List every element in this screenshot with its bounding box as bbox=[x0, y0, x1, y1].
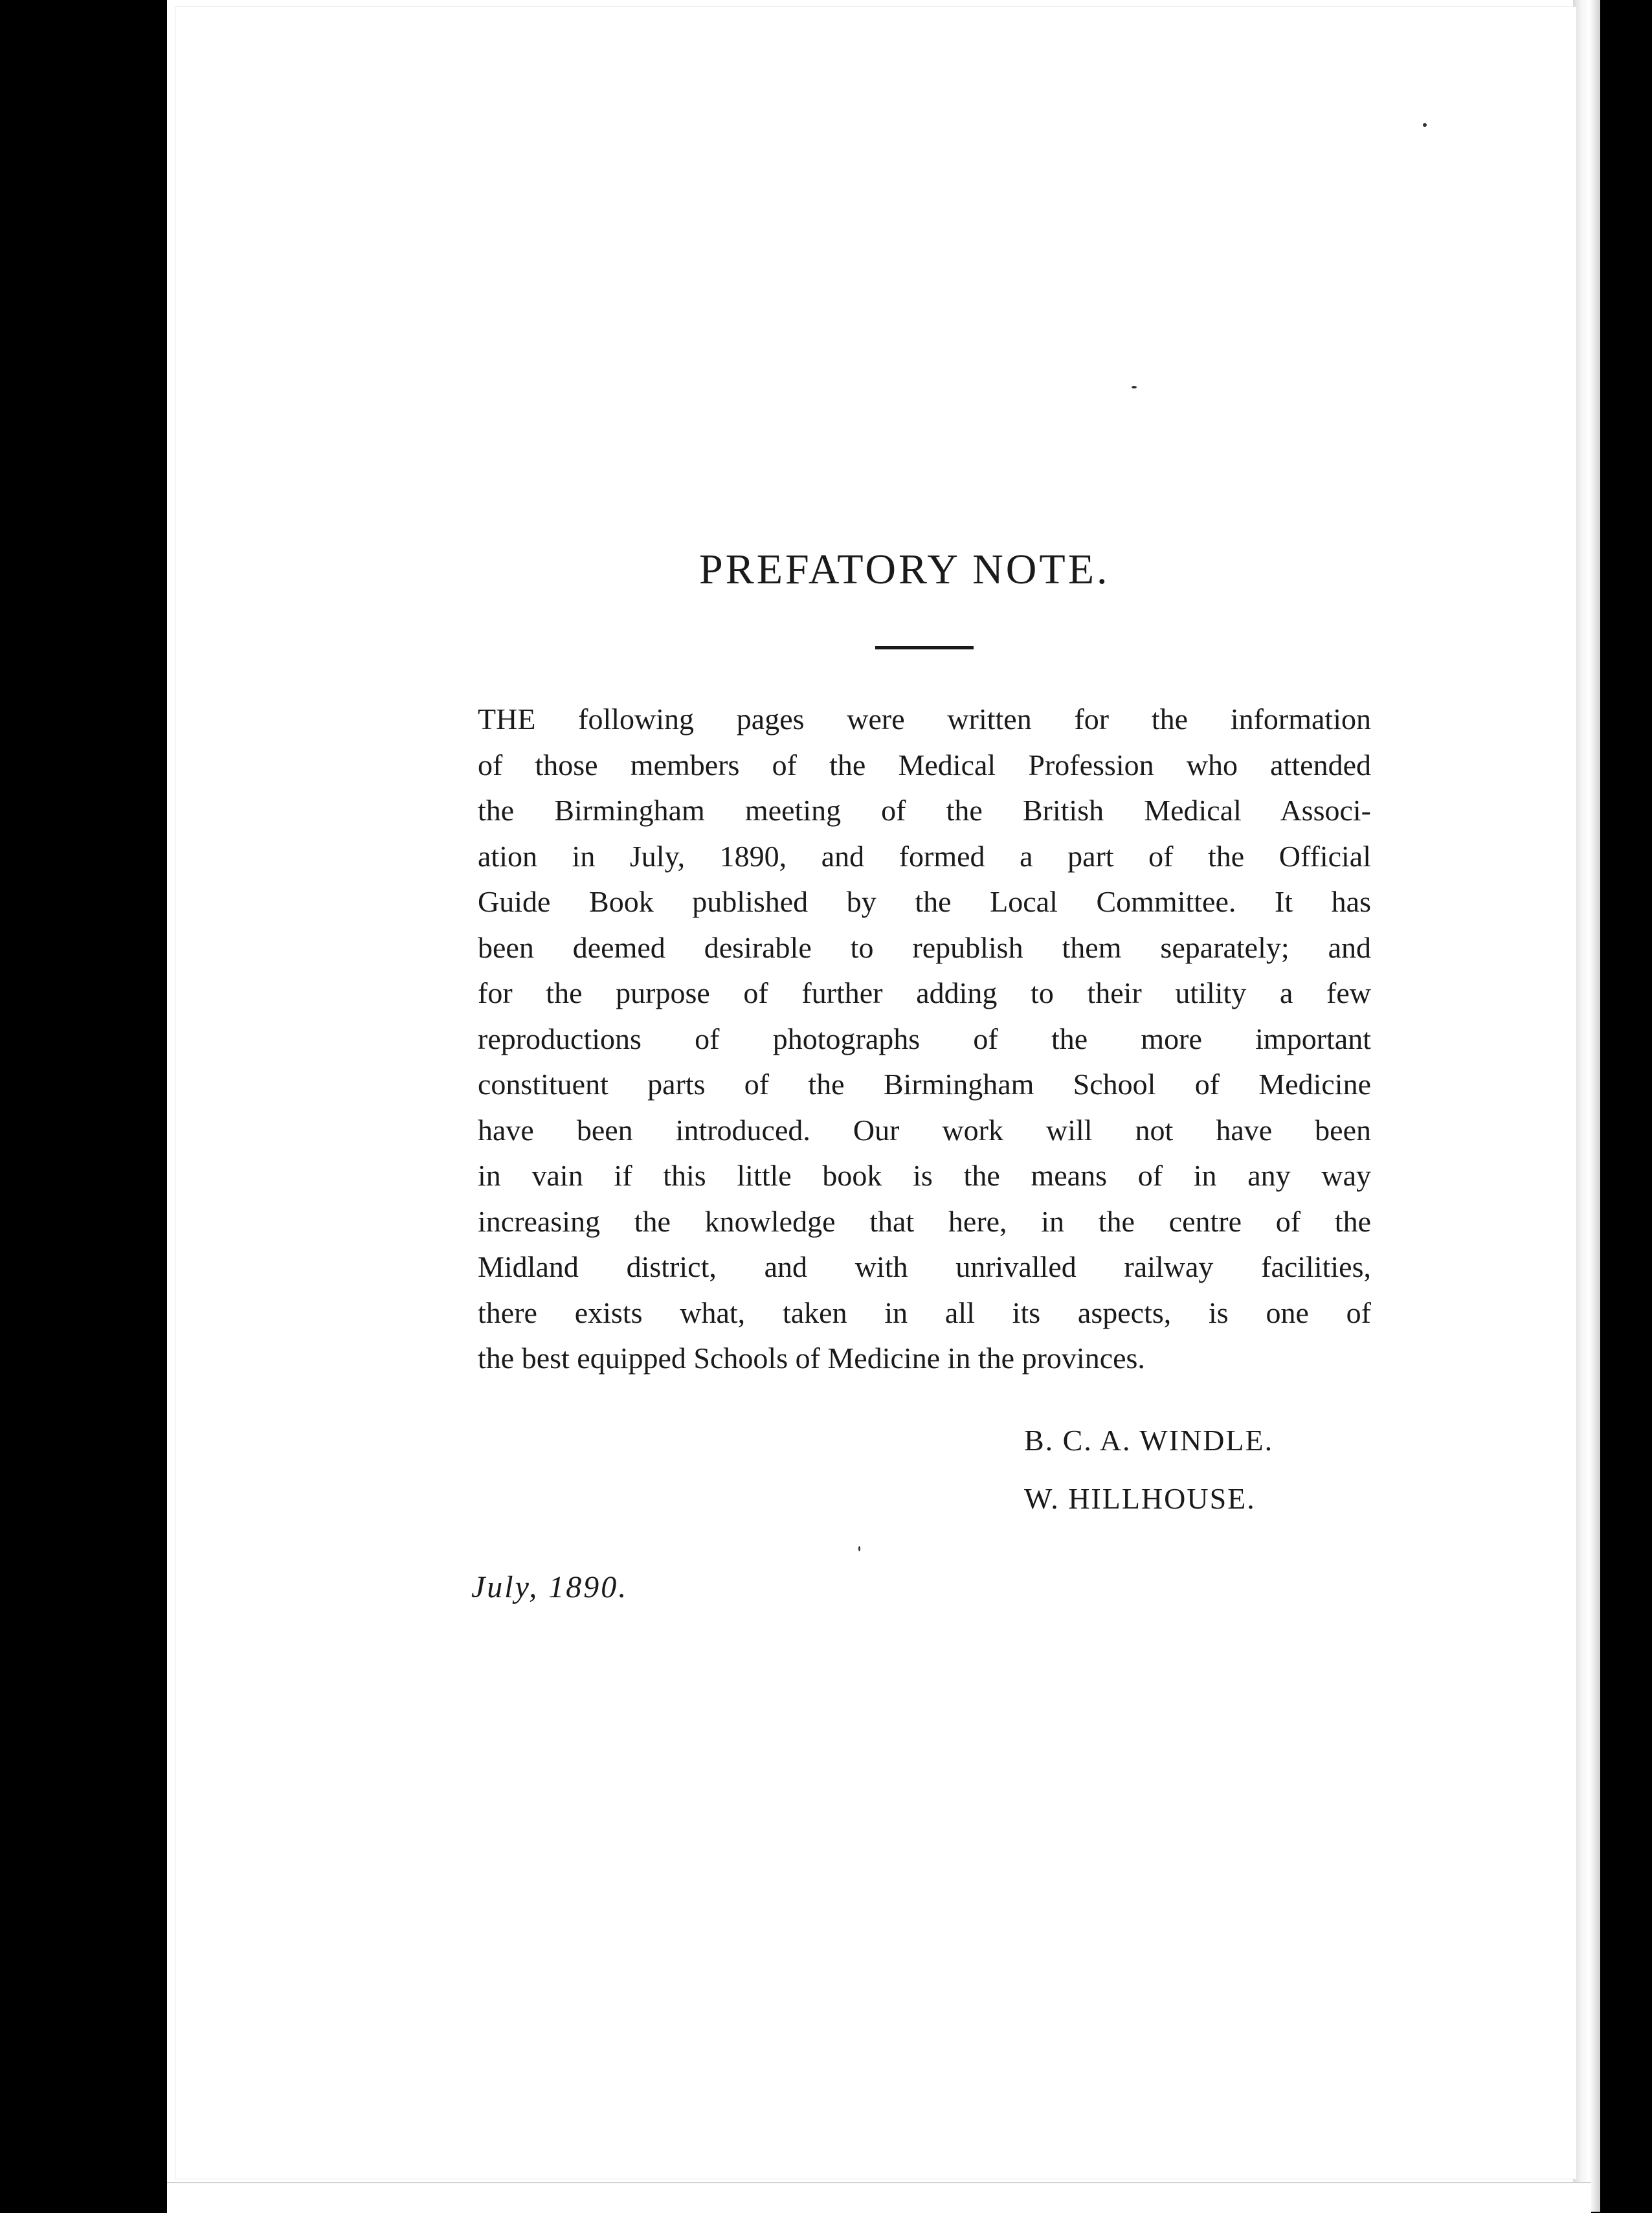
text-line: the best equipped Schools of Medicine in the provinces. bbox=[478, 1342, 1145, 1375]
text-line: reproductions of photographs of the more important bbox=[478, 1022, 1371, 1055]
title-rule bbox=[875, 646, 974, 649]
text-line: have been introduced. Our work will not have been bbox=[478, 1113, 1371, 1147]
ink-speck bbox=[1132, 386, 1137, 388]
text-line: of those members of the Medical Profession who attended bbox=[478, 748, 1371, 781]
page-title: PREFATORY NOTE. bbox=[699, 546, 1110, 593]
text-line: increasing the knowledge that here, in the centre of the bbox=[478, 1204, 1371, 1238]
ink-speck bbox=[858, 1546, 860, 1551]
text-line: Midland district, and with unrivalled railway facilities, bbox=[478, 1250, 1371, 1283]
text-line: constituent parts of the Birmingham School of Medicine bbox=[478, 1068, 1371, 1101]
page-edge bbox=[1573, 0, 1600, 2212]
signature-block bbox=[1024, 1411, 1273, 1528]
text-line: THE following pages were written for the information bbox=[478, 702, 1371, 736]
author-signature: W. HILLHOUSE. bbox=[1024, 1482, 1256, 1515]
text-line: there exists what, taken in all its aspects, is one of bbox=[478, 1296, 1371, 1329]
ink-speck bbox=[1423, 123, 1427, 127]
body-paragraph bbox=[478, 697, 1371, 1382]
author-signature: B. C. A. WINDLE. bbox=[1024, 1424, 1274, 1457]
text-line: Guide Book published by the Local Committee. It has bbox=[478, 885, 1371, 918]
text-line: for the purpose of further adding to their utility a few bbox=[478, 976, 1371, 1009]
page-bottom-edge bbox=[167, 2182, 1591, 2213]
text-line: the Birmingham meeting of the British Medical Associ- bbox=[478, 794, 1371, 827]
text-line: in vain if this little book is the means of in any way bbox=[478, 1159, 1371, 1192]
date-line: July, 1890. bbox=[471, 1570, 629, 1604]
text-line: been deemed desirable to republish them separately; and bbox=[478, 930, 1371, 964]
text-line: ation in July, 1890, and formed a part of the Official bbox=[478, 839, 1371, 873]
